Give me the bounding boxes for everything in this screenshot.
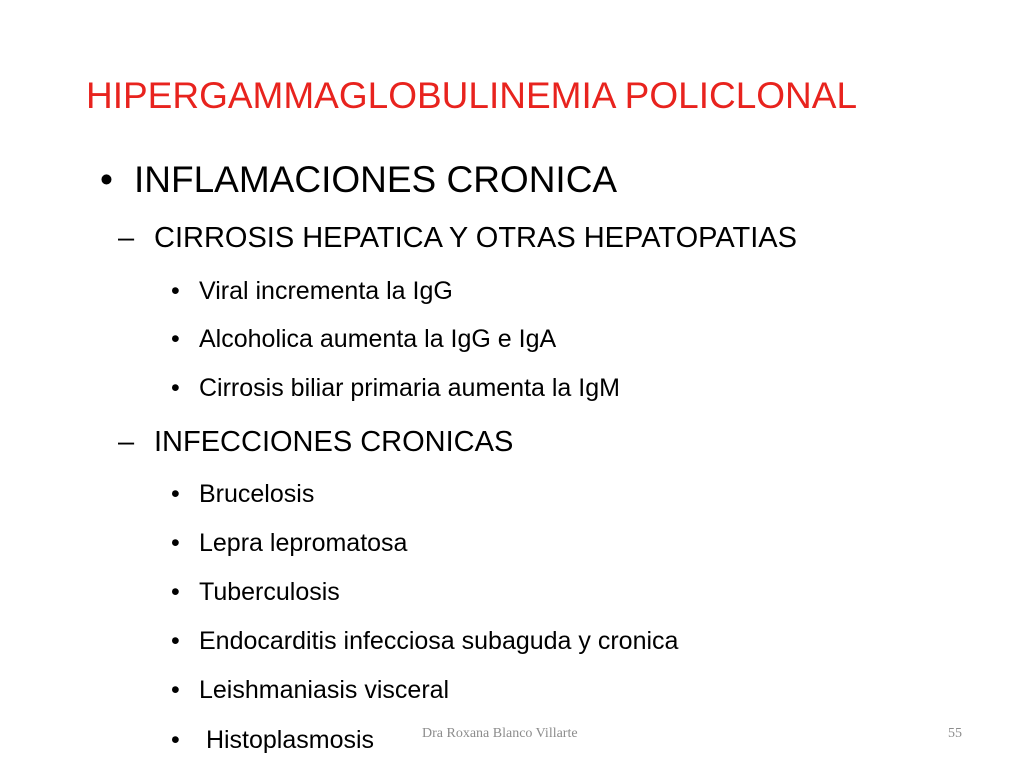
bullet-text: INFLAMACIONES CRONICA xyxy=(134,159,618,200)
bullet-marker: • xyxy=(171,529,180,557)
slide-title: HIPERGAMMAGLOBULINEMIA POLICLONAL xyxy=(86,75,858,116)
bullet-item-level2 xyxy=(118,220,797,256)
bullet-marker: • xyxy=(171,676,180,704)
bullet-item-level3 xyxy=(171,323,556,355)
bullet-item-level3 xyxy=(171,724,374,756)
bullet-item-level3 xyxy=(171,275,453,307)
bullet-text: Histoplasmosis xyxy=(199,726,375,754)
bullet-item-level3 xyxy=(171,527,407,559)
dash-marker: – xyxy=(118,426,135,458)
bullet-marker: • xyxy=(171,578,180,606)
bullet-text: Endocarditis infecciosa subaguda y cronica xyxy=(199,627,679,655)
bullet-text: Viral incrementa la IgG xyxy=(199,277,453,305)
bullet-text: Brucelosis xyxy=(199,480,315,508)
bullet-marker: • xyxy=(171,480,180,508)
bullet-marker: • xyxy=(171,374,180,402)
bullet-marker: • xyxy=(171,325,180,353)
bullet-text: Tuberculosis xyxy=(199,578,340,606)
bullet-item-level3 xyxy=(171,576,340,608)
bullet-text: Lepra lepromatosa xyxy=(199,529,408,557)
bullet-item-level3 xyxy=(171,674,449,706)
dash-marker: – xyxy=(118,222,135,254)
footer-author: Dra Roxana Blanco Villarte xyxy=(422,726,578,741)
bullet-item-level3 xyxy=(171,625,678,657)
bullet-marker: • xyxy=(171,726,180,754)
bullet-text: Leishmaniasis visceral xyxy=(199,676,450,704)
bullet-text: Cirrosis biliar primaria aumenta la IgM xyxy=(199,374,620,402)
bullet-text: Alcoholica aumenta la IgG e IgA xyxy=(199,325,557,353)
bullet-item-level3 xyxy=(171,478,314,510)
bullet-marker: • xyxy=(171,627,180,655)
page-number: 55 xyxy=(948,726,962,741)
bullet-item-level1 xyxy=(100,158,617,202)
bullet-item-level3 xyxy=(171,372,620,404)
bullet-marker: • xyxy=(100,159,113,200)
bullet-item-level2 xyxy=(118,424,513,460)
bullet-marker: • xyxy=(171,277,180,305)
bullet-text: INFECCIONES CRONICAS xyxy=(154,426,514,458)
bullet-text: CIRROSIS HEPATICA Y OTRAS HEPATOPATIAS xyxy=(154,222,797,254)
